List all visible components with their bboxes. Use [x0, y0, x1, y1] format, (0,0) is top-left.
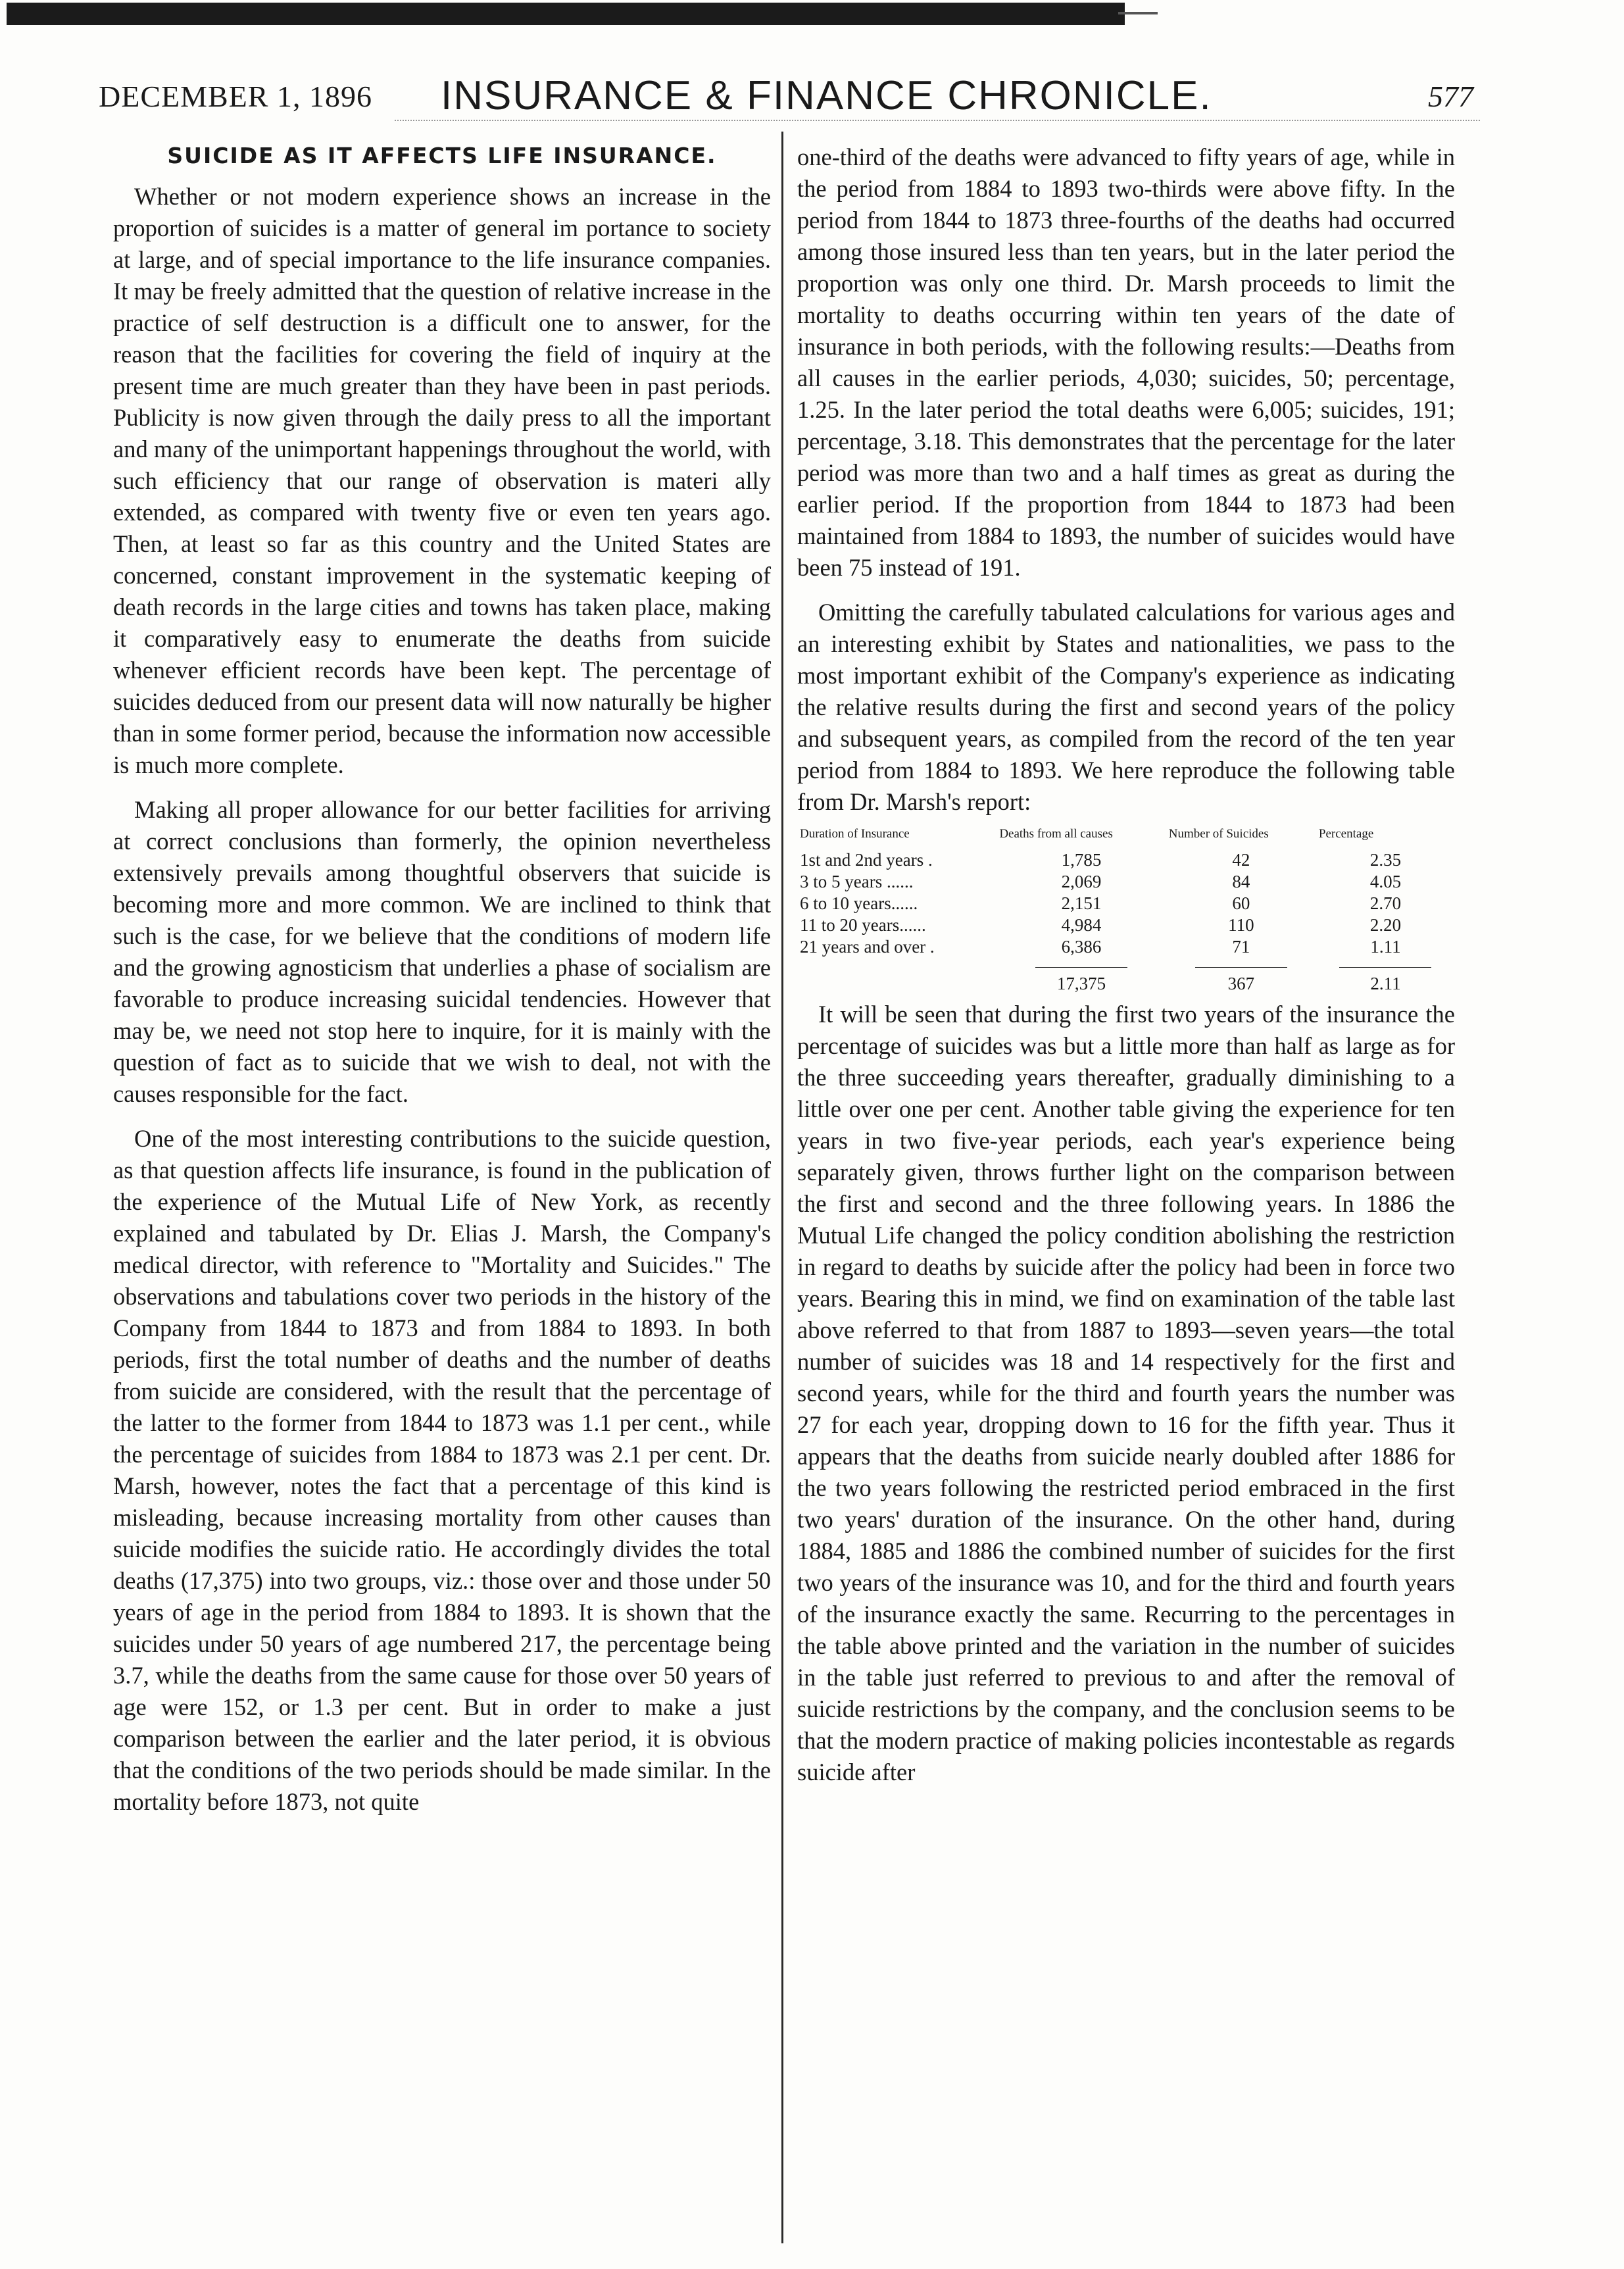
total-label-cell: [797, 958, 997, 995]
mortality-table: [797, 827, 1455, 995]
header-title: INSURANCE & FINANCE CHRONICLE.: [441, 73, 1212, 118]
column-header: Number of Suicides: [1168, 827, 1269, 841]
paragraph: It will be seen that during the first two years of the insurance the percentage of suicides was but a little more than half as large as for the three succeeding years thereafter, gradually diminishing to a little over one per cent. Another table giving the experience for ten years in two five-year periods, each year's experience being separately given, throws further light on the comparison between the first and second and the three following years. In 1886 the Mutual Life changed the policy condition abolishing the restriction in regard to deaths by suicide after the policy had been in force two years. Bearing this in mind, we find on examination of the table last above referred to that from 1887 to 1893—seven years—the total number of suicides was 18 and 14 respectively for the first and second years, while for the third and fourth years the number was 27 for each year, dropping down to 16 for the fifth year. Thus it appears that the deaths from suicide nearly doubled after 1886 for the two years following the restricted period embraced in the first two years' duration of the insurance. On the other hand, during 1884, 1885 and 1886 the combined number of suicides for the first two years of the insurance was 10, and for the third and fourth years of the insurance exactly the same. Recurring to the percentages in the table above printed and the variation in the number of suicides in the table just referred to previous to and after the removal of suicide restrictions by the company, and the conclusion seems to be that the modern practice of making policies incontestable as regards suicide after: [797, 1001, 1455, 1785]
paragraph: Whether or not modern experience shows an increase in the proportion of suicides is a matter of general im portance to society at large, and of special importance to the life insurance companies. It may be freely admitted that the question of relative increase in the practice of self destruction is a difficult one to answer, for the reason that the facilities for covering the field of inquiry at the present time are much greater than they have been in past periods. Publicity is now given through the daily press to all the important and many of the unimportant happenings throughout the world, with such efficiency that our range of observation is materi ally extended, as compared with twenty five or even ten years ago. Then, at least so far as this country and the United States are concerned, constant improvement in the systematic keeping of death records in the large cities and towns has taken place, making it comparatively easy to enumerate the deaths from suicide whenever efficient records have been kept. The percentage of suicides deduced from our present data will now naturally be higher than in some former period, because the information now accessible is much more complete.: [113, 183, 771, 778]
running-header: [99, 67, 1473, 120]
deaths-cell: 1,785: [1061, 850, 1102, 870]
deaths-cell: 6,386: [1061, 937, 1102, 957]
total-deaths-cell: [997, 958, 1166, 995]
percentage-cell: 2.20: [1369, 915, 1402, 935]
table-header-row: [797, 827, 1455, 849]
percentage-cell: 2.70: [1369, 893, 1402, 913]
column-header: Percentage: [1318, 827, 1374, 841]
paragraph: Omitting the carefully tabulated calculations for various ages and an interesting exhibit by States and nationalities, we pass to the most important exhibit of the Company's experience as indicating the relative results during the first and second years of the policy and subsequent years, as compiled from the record of the ten year period from 1884 to 1893. We here reproduce the following table from Dr. Marsh's report:: [797, 599, 1455, 815]
suicides-cell: 42: [1232, 850, 1250, 870]
table-total-row: [797, 958, 1455, 995]
percentage-cell: 1.11: [1370, 937, 1401, 957]
table-row: [797, 893, 1455, 914]
total-suicides-cell: [1166, 958, 1316, 995]
left-column: [113, 141, 771, 1818]
paragraph: one-third of the deaths were advanced to fifty years of age, while in the period from 1884 to 1893 two-thirds were above fifty. In the period from 1844 to 1873 three-fourths of the deaths had occurred among those insured less than ten years, but in the later period the proportion was only one third. Dr. Marsh proceeds to limit the mortality to deaths occurring within ten years of the date of insurance in both periods, with the following results:—Deaths from all causes in the earlier periods, 4,030; suicides, 50; percentage, 1.25. In the later period the total deaths were 6,005; suicides, 191; percentage, 3.18. This demonstrates that the percentage for the later period was more than two and a half times as great as during the earlier period. If the proportion from 1844 to 1873 had been maintained from 1884 to 1893, the number of suicides would have been 75 instead of 191.: [797, 143, 1455, 581]
page-top-edge-bar: [7, 3, 1125, 25]
header-date: DECEMBER 1, 1896: [99, 80, 372, 113]
table-row: [797, 936, 1455, 958]
column-header: Deaths from all causes: [999, 827, 1113, 841]
percentage-cell: 2.35: [1369, 850, 1402, 870]
total-percentage: 2.11: [1339, 967, 1431, 995]
column-divider: [781, 132, 783, 2243]
deaths-cell: 2,151: [1061, 893, 1102, 913]
deaths-cell: 4,984: [1061, 915, 1102, 935]
total-suicides: 367: [1195, 967, 1287, 995]
duration-cell: 21 years and over .: [800, 937, 935, 957]
total-percentage-cell: [1316, 958, 1455, 995]
column-header: Duration of Insurance: [800, 827, 910, 841]
header-rule: [395, 120, 1480, 122]
table-row: [797, 914, 1455, 936]
suicides-cell: 60: [1232, 893, 1250, 913]
page-top-edge-tail: [1118, 12, 1158, 14]
suicides-cell: 84: [1232, 872, 1250, 891]
duration-cell: 6 to 10 years......: [800, 893, 918, 913]
duration-cell: 3 to 5 years ......: [800, 872, 914, 891]
suicides-cell: 71: [1232, 937, 1250, 957]
article-title: SUICIDE AS IT AFFECTS LIFE INSURANCE.: [167, 143, 717, 168]
duration-cell: 11 to 20 years......: [800, 915, 926, 935]
paragraph: Making all proper allowance for our better facilities for arriving at correct conclusions than formerly, the opinion nevertheless extensively prevails among thoughtful observers that suicide is becoming more and more common. We are inclined to think that such is the case, for we believe that the conditions of modern life and the growing agnosticism that underlies a phase of socialism are favorable to produce increasing suicidal tendencies. However that may be, we need not stop here to inquire, for it is mainly with the question of fact as to suicide that we wish to deal, not with the causes responsible for the fact.: [113, 796, 771, 1107]
paragraph: One of the most interesting contributions to the suicide question, as that question affects life insurance, is found in the publication of the experience of the Mutual Life of New York, as recently explained and tabulated by Dr. Elias J. Marsh, the Company's medical director, with reference to "Mortality and Suicides." The observations and tabulations cover two periods in the history of the Company from 1844 to 1873 and from 1884 to 1893. In both periods, first the total number of deaths and the number of deaths from suicide are considered, with the result that the percentage of the latter to the former from 1844 to 1873 was 1.1 per cent., while the percentage of suicides from 1884 to 1873 was 2.1 per cent. Dr. Marsh, however, notes the fact that a percentage of this kind is misleading, because increasing mortality from other causes than suicide modifies the suicide ratio. He accordingly divides the total deaths (17,375) into two groups, viz.: those over and those under 50 years of age in the period from 1884 to 1893. It is shown that the suicides under 50 years of age numbered 217, the percentage being 3.7, while the deaths from the same cause for those over 50 years of age were 152, or 1.3 per cent. But in order to make a just comparison between the earlier and the later period, it is obvious that the conditions of the two periods should be made similar. In the mortality before 1873, not quite: [113, 1125, 771, 1815]
duration-cell: 1st and 2nd years .: [800, 850, 933, 870]
deaths-cell: 2,069: [1061, 872, 1102, 891]
suicides-cell: 110: [1228, 915, 1254, 935]
header-page-number: 577: [1428, 80, 1473, 113]
table-row: [797, 871, 1455, 893]
table-row: [797, 849, 1455, 871]
total-deaths: 17,375: [1035, 967, 1127, 995]
percentage-cell: 4.05: [1369, 872, 1402, 891]
right-column: [797, 141, 1455, 1788]
